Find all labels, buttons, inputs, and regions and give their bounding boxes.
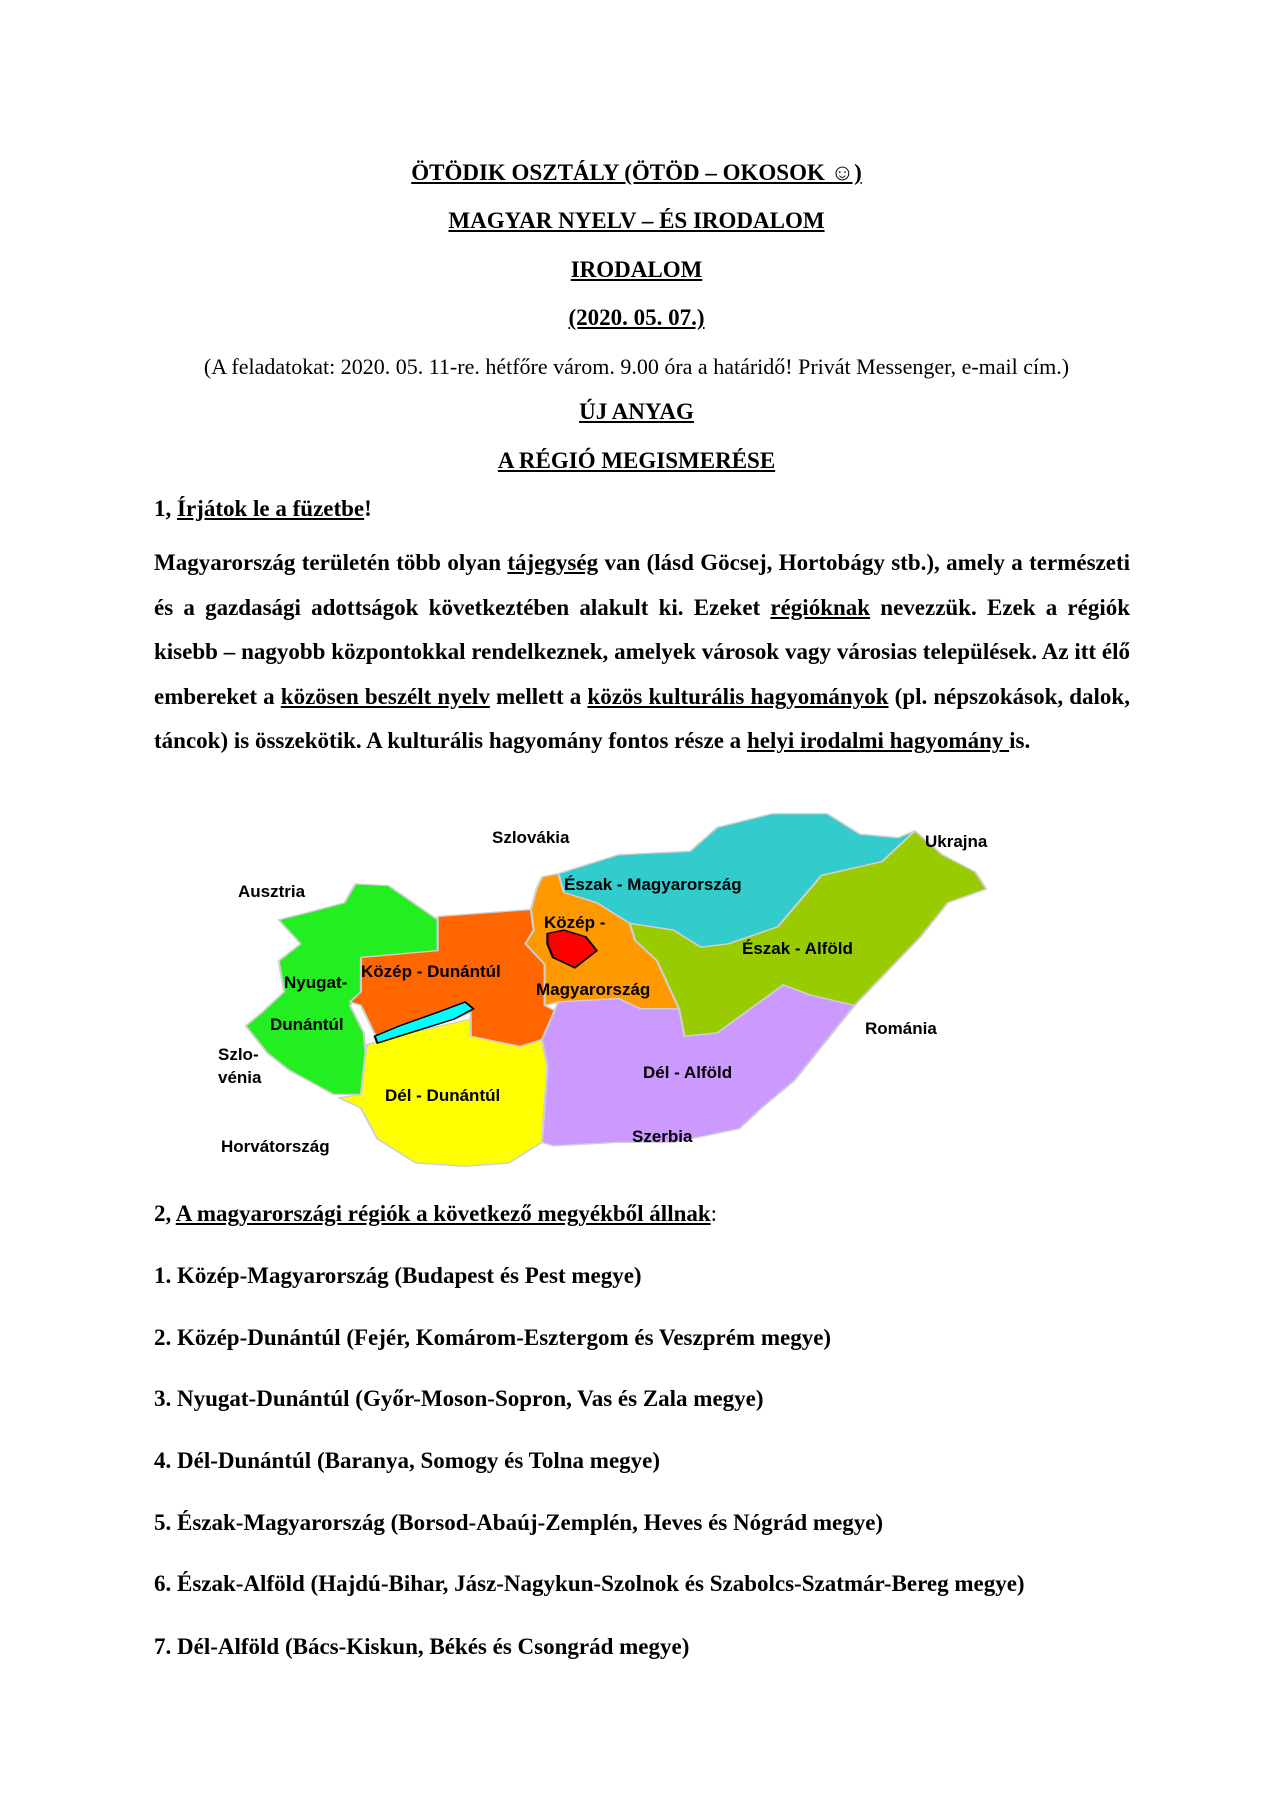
region-list-item: 3. Nyugat-Dunántúl (Győr-Moson-Sopron, Vas és Zala megye): [154, 1386, 764, 1411]
label-nyugat: Nyugat-: [284, 973, 348, 992]
label-ukrajna: Ukrajna: [925, 832, 988, 851]
document-title: ÖTÖDIK OSZTÁLY (ÖTÖD – OKOSOK ☺): [411, 160, 862, 185]
paragraph-text: (pl. népszokások, dalok, táncok) is összekötik. A kulturális hagyomány fontos része a: [154, 683, 1130, 753]
region-list-item: 1. Közép-Magyarország (Budapest és Pest megye): [154, 1263, 642, 1288]
subject-heading: MAGYAR NYELV – ÉS IRODALOM: [448, 208, 825, 233]
task2-heading: 2, A magyarországi régiók a következő megyékből állnak:: [154, 1201, 718, 1226]
paragraph-text: is.: [1009, 728, 1031, 753]
label-kozep-dunantul: Közép - Dunántúl: [361, 962, 501, 981]
deadline-note: (A feladatokat: 2020. 05. 11-re. hétfőre várom. 9.00 óra a határidő! Privát Messenger, e-mail cím.): [203, 354, 1070, 379]
label-szerbia: Szerbia: [632, 1127, 693, 1146]
region-list-item: 5. Észak-Magyarország (Borsod-Abaúj-Zemplén, Heves és Nógrád megye): [154, 1510, 884, 1535]
underlined-term: tájegység: [507, 550, 599, 575]
region-list-item: 2. Közép-Dunántúl (Fejér, Komárom-Esztergom és Veszprém megye): [154, 1325, 832, 1350]
label-venia: vénia: [218, 1068, 262, 1087]
label-romania: Románia: [865, 1019, 937, 1038]
region-list-item: 7. Dél-Alföld (Bács-Kiskun, Békés és Csongrád megye): [154, 1634, 690, 1659]
label-del-alfold: Dél - Alföld: [643, 1063, 733, 1082]
hungary-regions-map: [180, 800, 1030, 1180]
task1-paragraph: [154, 541, 1130, 764]
label-szlovakia: Szlovákia: [492, 828, 570, 847]
paragraph-text: nevezzük. Ezek a régiók kisebb – nagyobb központokkal rendelkeznek, amelyek városok vagy városias települések. Az itt élő embereket a: [154, 594, 1131, 709]
lesson-title: A RÉGIÓ MEGISMERÉSE: [497, 448, 776, 473]
paragraph-text: mellett a: [489, 683, 588, 709]
label-eszak-alfold: Észak - Alföld: [742, 939, 853, 958]
label-szlo: Szlo-: [218, 1045, 259, 1064]
underlined-term: helyi irodalmi hagyomány: [746, 728, 1010, 753]
date-heading: (2020. 05. 07.): [568, 305, 705, 330]
task1-heading: 1, Írjátok le a füzetbe!: [154, 496, 372, 521]
label-del-dunantul: Dél - Dunántúl: [385, 1086, 501, 1105]
region-list-item: 4. Dél-Dunántúl (Baranya, Somogy és Tolna megye): [154, 1448, 661, 1473]
label-horvatorszag: Horvátország: [221, 1137, 330, 1156]
paragraph-text: van (lásd Göcsej, Hortobágy stb.), amely a természeti és a gazdasági adottságok következtében alakult ki. Ezeket: [154, 550, 1130, 620]
region-list-item: 6. Észak-Alföld (Hajdú-Bihar, Jász-Nagykun-Szolnok és Szabolcs-Szatmár-Bereg megye): [154, 1571, 1025, 1596]
label-eszak-magyarorszag: Észak - Magyarország: [564, 875, 742, 894]
underlined-term: közös kulturális hagyományok: [587, 683, 889, 709]
underlined-term: régióknak: [770, 594, 871, 620]
paragraph-text: Magyarország területén több olyan: [154, 550, 508, 575]
topic-heading: IRODALOM: [570, 257, 703, 282]
label-magyarorszag: Magyarország: [536, 980, 651, 999]
underlined-term: közösen beszélt nyelv: [280, 683, 490, 709]
label-dunantul: Dunántúl: [270, 1015, 344, 1034]
new-material-heading: ÚJ ANYAG: [579, 399, 694, 424]
label-kozep: Közép -: [544, 913, 606, 932]
label-ausztria: Ausztria: [238, 882, 306, 901]
